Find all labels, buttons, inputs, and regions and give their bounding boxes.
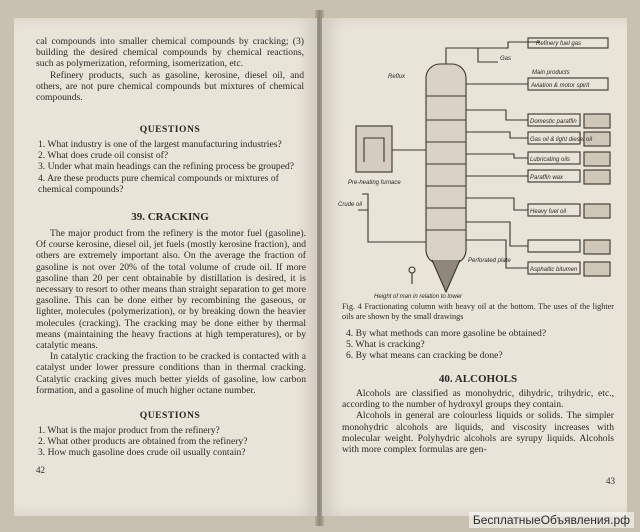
question-item: 3. How much gasoline does crude oil usually contain? xyxy=(38,447,246,459)
questions-list-1 xyxy=(38,139,304,195)
label-perforated-plate: Perforated plate xyxy=(468,258,511,264)
questions-list-continued xyxy=(346,328,616,362)
intro-paragraph-2: Refinery products, such as gasoline, kerosine, diesel oil, and others, are not pure chemical compounds but mixtures of chemical compounds. xyxy=(36,69,304,104)
alcohols-paragraph-1: Alcohols are classified as monohydric, dihydric, trihydric, etc., according to the number of hydroxyl groups they contain. xyxy=(342,388,614,411)
label-main-products: Main products xyxy=(532,70,570,76)
question-item: 2. What other products are obtained from the refinery? xyxy=(38,436,248,448)
label-gas: Gas xyxy=(500,56,512,62)
question-item: 1. What is the major product from the refinery? xyxy=(38,425,220,436)
label-product-7: Asphaltic bitumen xyxy=(530,267,578,273)
cracking-text xyxy=(36,228,306,396)
questions-list-2 xyxy=(38,425,304,459)
section-title-alcohols: 40. ALCOHOLS xyxy=(438,373,518,385)
label-height-of-man: Height of man in relation to tower xyxy=(374,294,463,300)
left-page xyxy=(14,18,317,516)
fractionating-column-diagram xyxy=(328,34,620,304)
label-product-3: Gas oil & light diesel oil xyxy=(530,137,593,143)
page-number-left: 42 xyxy=(36,465,45,475)
question-item: 4. By what methods can more gasoline be obtained? xyxy=(346,328,547,339)
question-item: 5. What is cracking? xyxy=(346,339,425,351)
label-product-1: Aviation & motor spirit xyxy=(531,83,590,89)
label-product-2: Domestic paraffin xyxy=(530,119,577,125)
label-refinery-gas: Refinery fuel gas xyxy=(536,41,582,47)
figure-caption: Fig. 4 Fractionating column with heavy oil at the bottom. The uses of the lighter oils are shown by the small drawings xyxy=(342,302,614,321)
cracking-paragraph-2: In catalytic cracking the fraction to be cracked is contacted with a catalyst under lower pressure conditions than in thermal cracking. Catalytic cracking gives much better yields of gasoline, low carbon formation, and a gasoline of much higher octane number. xyxy=(36,351,306,396)
questions-heading-1: QUESTIONS xyxy=(139,124,201,135)
intro-paragraph-1: cal compounds into smaller chemical compounds by cracking; (3) building the desired chemical compounds by chemical reactions, such as polymerization, reforming, isomerization, etc. xyxy=(36,36,304,70)
question-item: 2. What does crude oil consist of? xyxy=(38,150,169,162)
question-item: 4. Are these products pure chemical compounds or mixtures of chemical compounds? xyxy=(38,172,279,195)
diagram-svg xyxy=(328,34,620,304)
watermark-text: БесплатныеОбъявления.рф xyxy=(469,512,634,528)
label-product-6: Heavy fuel oil xyxy=(530,209,567,215)
question-item: 3. Under what main headings can the refining process be grouped? xyxy=(38,161,295,173)
page-number-right: 43 xyxy=(606,476,615,486)
label-product-5: Paraffin wax xyxy=(530,175,564,181)
label-crude-oil: Crude oil xyxy=(338,202,363,208)
right-page xyxy=(322,18,627,516)
label-furnace: Pre-heating furnace xyxy=(348,180,401,186)
alcohols-paragraph-2: Alcohols in general are colourless liquids or solids. The simpler monohydric alcohols are liquids, and viscosity increases with molecular weight. Polyhydric alcohols are syrupy liquids. Alcohols with more complex formulas are gen- xyxy=(342,410,614,456)
questions-heading-2: QUESTIONS xyxy=(139,410,201,421)
intro-text xyxy=(36,36,304,103)
alcohols-text xyxy=(342,388,614,455)
label-product-4: Lubricating oils xyxy=(530,157,571,163)
label-reflux: Reflux xyxy=(388,74,406,80)
question-item: 1. What industry is one of the largest manufacturing industries? xyxy=(38,139,282,150)
section-title-cracking: 39. CRACKING xyxy=(131,211,209,223)
cracking-paragraph-1: The major product from the refinery is the motor fuel (gasoline). Of course kerosine, diesel oil, jet fuels (mostly kerosine fraction), and others are extremely important also. On the average the fraction of gasoline is not over 20% of the total volume of crude oil. If more gasoline than 20 per cent obtainable by distillation is desired, it is necessary to resort to other means than straight separation to get more gasoline. This can be done either by recombining the gaseous, or lighter, molecules (polymerization), or by breaking down the heavier molecules (cracking). The cracking may be done either by thermal means (maintaining the heavy fractions at high temperatures), or by catalytic means. xyxy=(36,228,306,352)
question-item: 6. By what means can cracking be done? xyxy=(346,350,503,362)
